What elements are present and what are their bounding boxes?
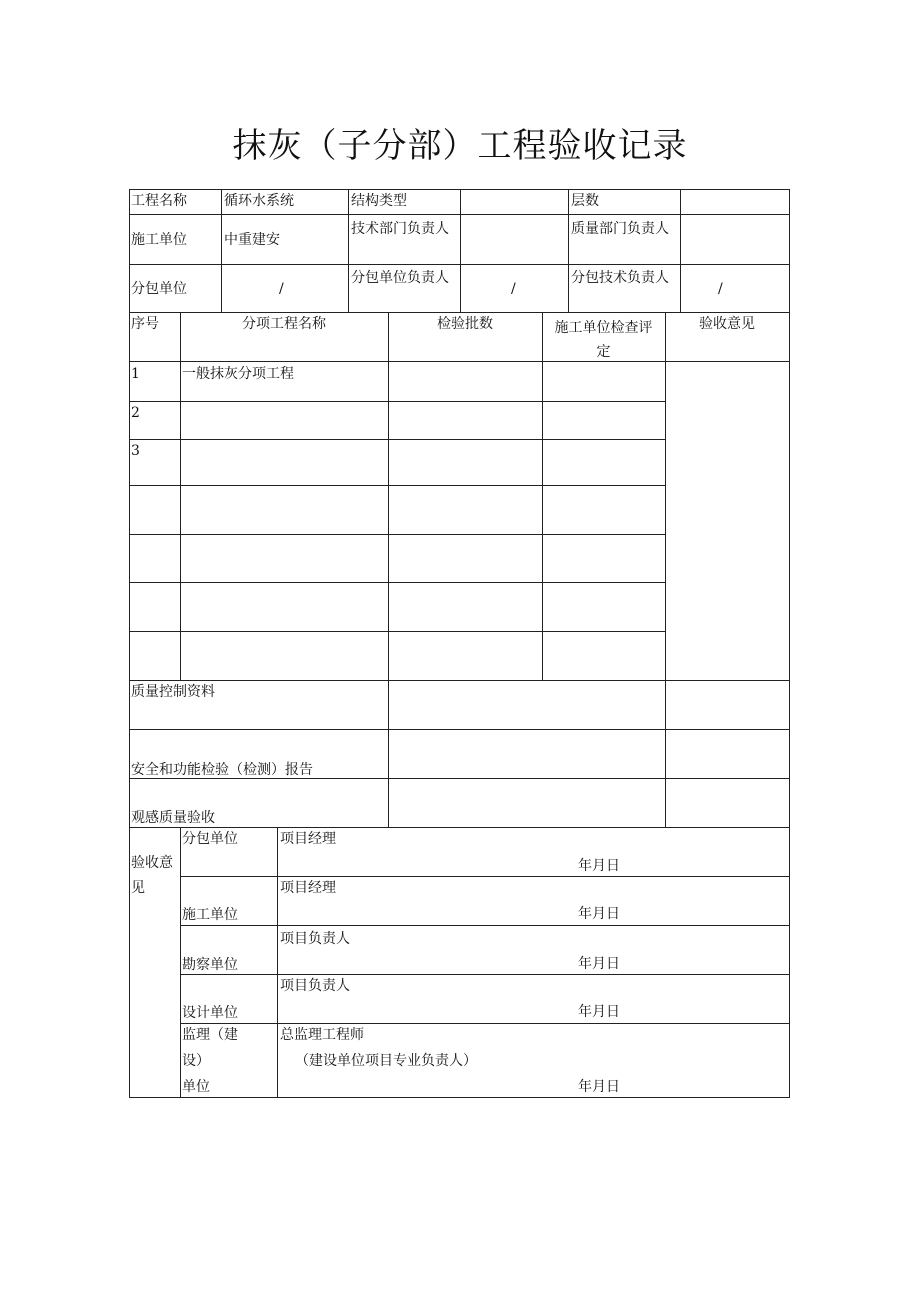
party-2-unit: 施工单位 xyxy=(182,907,238,923)
party-3-date: 年月日 xyxy=(578,956,620,972)
rule xyxy=(129,729,790,730)
supervisor-date: 年月日 xyxy=(578,1079,620,1095)
rule xyxy=(180,1023,790,1024)
rule xyxy=(129,1097,790,1098)
supervisor-role-note: （建设单位项目专业负责人） xyxy=(295,1053,477,1069)
page-title: 抹灰（子分部）工程验收记录 xyxy=(232,126,688,166)
sub-head-value: / xyxy=(511,281,516,297)
rule xyxy=(789,189,790,1098)
rule xyxy=(180,312,181,680)
column-header-opinion: 验收意见 xyxy=(699,316,755,332)
floors-label: 层数 xyxy=(571,193,599,209)
rule xyxy=(180,827,181,1097)
quality-head-label: 质量部门负责人 xyxy=(571,221,669,237)
subcontractor-label: 分包单位 xyxy=(131,281,187,297)
rule xyxy=(129,582,665,583)
rule xyxy=(680,189,681,312)
sub-tech-head-label: 分包技术负责人 xyxy=(571,270,669,286)
party-3-role: 项目负责人 xyxy=(280,931,350,947)
tech-head-label: 技术部门负责人 xyxy=(351,221,449,237)
party-1-role: 项目经理 xyxy=(280,831,336,847)
rule xyxy=(348,189,349,312)
supervisor-unit-cont-2: 单位 xyxy=(182,1079,210,1095)
rule xyxy=(542,312,543,680)
rule xyxy=(129,631,665,632)
rule xyxy=(180,974,790,975)
party-4-unit: 设计单位 xyxy=(182,1005,238,1021)
rule xyxy=(129,189,130,1098)
acceptance-label: 验收意 xyxy=(131,855,173,871)
rule xyxy=(388,312,389,827)
rule xyxy=(129,827,790,828)
rule xyxy=(129,439,665,440)
column-header-evaluation: 施工单位检查评 xyxy=(554,320,653,336)
rule xyxy=(129,401,665,402)
party-1-unit: 分包单位 xyxy=(182,831,238,847)
column-header-evaluation-cont: 定 xyxy=(596,344,611,360)
supervisor-unit: 监理（建 xyxy=(182,1027,238,1043)
rule xyxy=(665,312,666,827)
project-name-label: 工程名称 xyxy=(131,193,187,209)
supervisor-role: 总监理工程师 xyxy=(280,1027,364,1043)
party-2-date: 年月日 xyxy=(578,906,620,922)
sub-head-label: 分包单位负责人 xyxy=(351,270,449,286)
party-3-unit: 勘察单位 xyxy=(182,957,238,973)
rule xyxy=(221,189,222,312)
rule xyxy=(129,485,665,486)
row-3-seq: 3 xyxy=(131,443,140,459)
rule xyxy=(129,361,790,362)
appearance-label: 观感质量验收 xyxy=(131,810,215,826)
row-1-seq: 1 xyxy=(131,366,140,382)
rule xyxy=(460,189,461,312)
party-4-role: 项目负责人 xyxy=(280,978,350,994)
party-4-date: 年月日 xyxy=(578,1004,620,1020)
column-header-item-name: 分项工程名称 xyxy=(242,316,326,332)
safety-report-label: 安全和功能检验（检测）报告 xyxy=(131,762,313,778)
supervisor-unit-cont: 设） xyxy=(182,1053,210,1069)
party-2-role: 项目经理 xyxy=(280,880,336,896)
rule xyxy=(277,827,278,1097)
rule xyxy=(129,312,790,313)
rule xyxy=(129,778,790,779)
contractor-value: 中重建安 xyxy=(224,232,280,248)
structure-type-label: 结构类型 xyxy=(351,193,407,209)
acceptance-label-cont: 见 xyxy=(131,880,145,896)
subcontractor-value: / xyxy=(279,281,284,297)
rule xyxy=(180,925,790,926)
column-header-batch-count: 检验批数 xyxy=(437,316,493,332)
rule xyxy=(180,876,790,877)
row-1-name: 一般抹灰分项工程 xyxy=(182,366,294,382)
rule xyxy=(129,680,790,681)
quality-docs-label: 质量控制资料 xyxy=(131,684,215,700)
party-1-date: 年月日 xyxy=(578,858,620,874)
row-2-seq: 2 xyxy=(131,405,140,421)
project-name-value: 循环水系统 xyxy=(224,193,294,209)
contractor-label: 施工单位 xyxy=(131,232,187,248)
rule xyxy=(568,189,569,312)
rule xyxy=(129,534,665,535)
column-header-seq: 序号 xyxy=(131,316,159,332)
sub-tech-head-value: / xyxy=(718,281,723,297)
